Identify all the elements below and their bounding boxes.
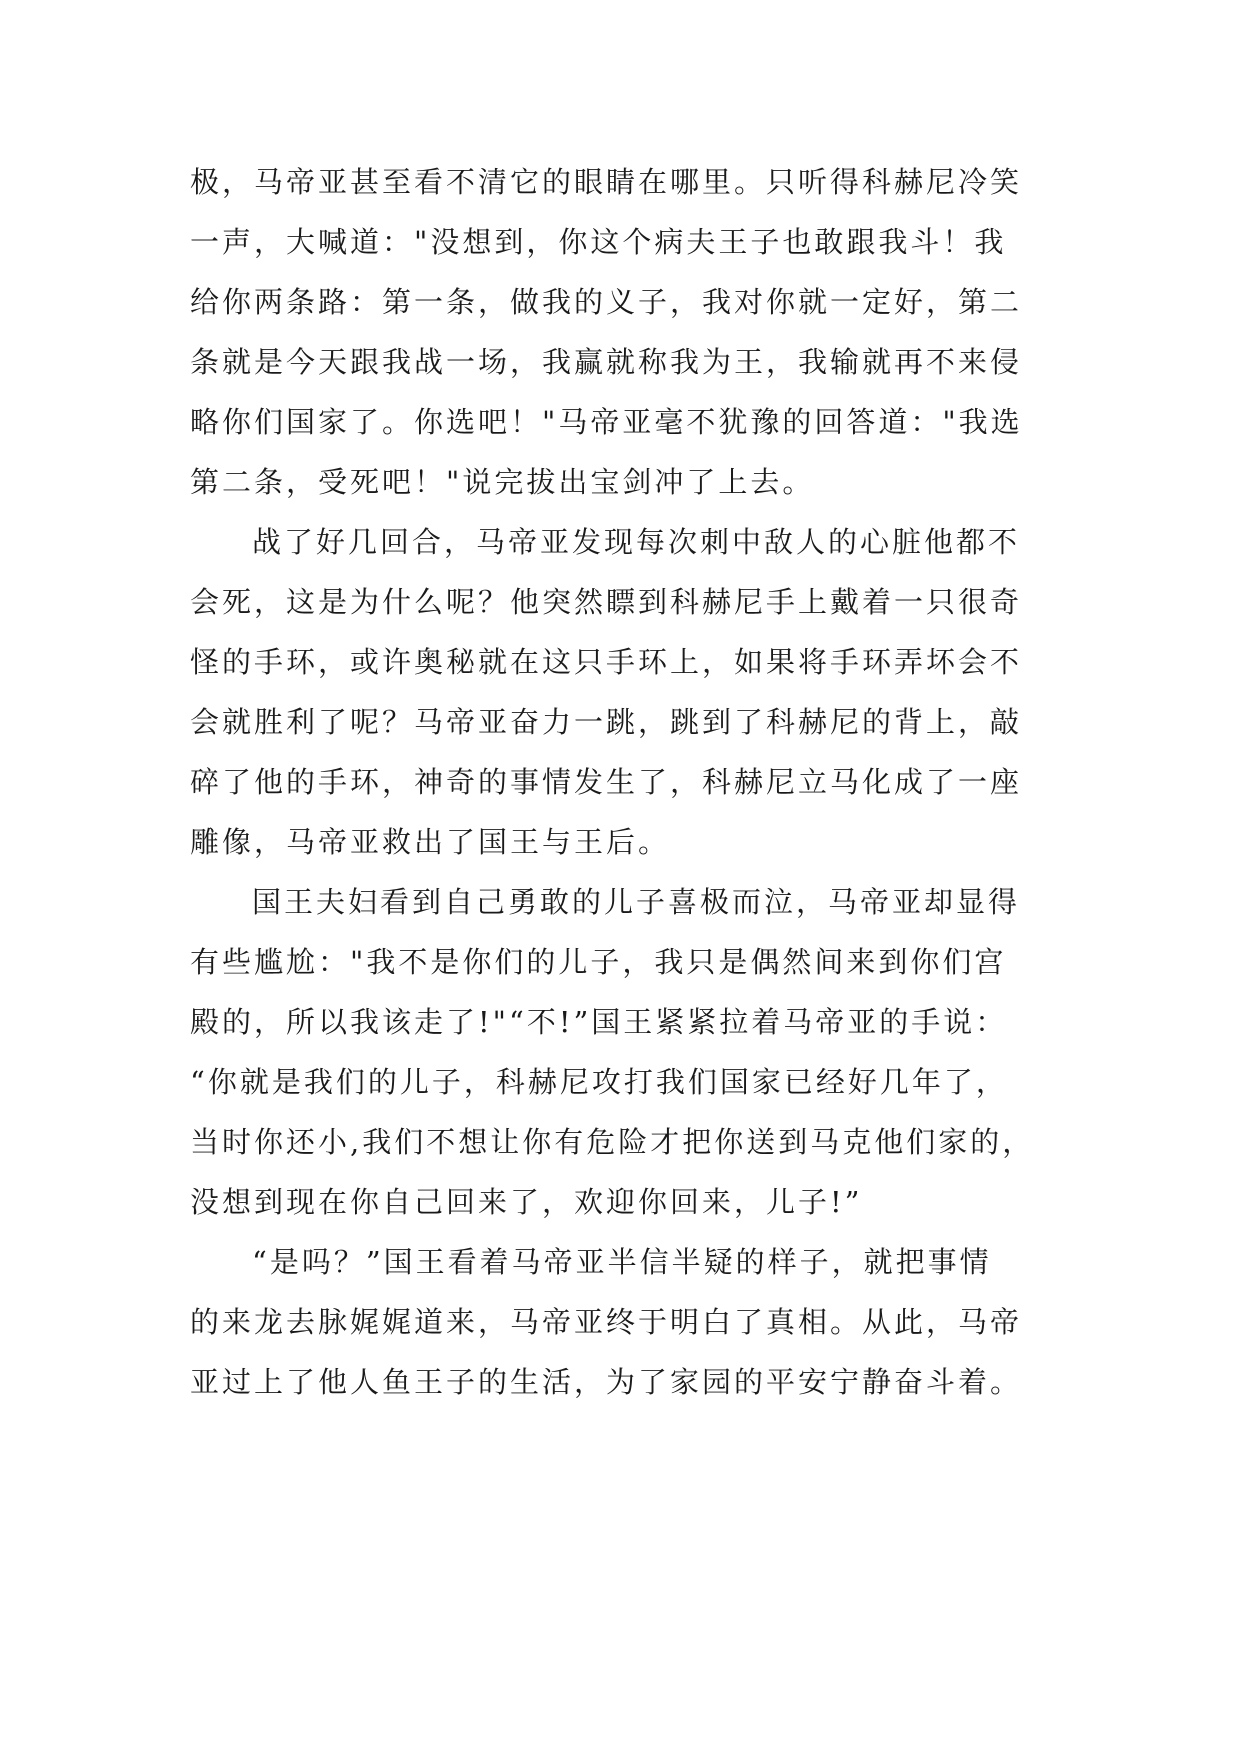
text-line-indented: 战了好几回合，马帝亚发现每次刺中敌人的心脏他都不 <box>252 525 1021 559</box>
text-line: 给你两条路：第一条，做我的义子，我对你就一定好，第二 <box>190 285 1023 319</box>
text-line: 极，马帝亚甚至看不清它的眼睛在哪里。只听得科赫尼冷笑 <box>190 165 1023 199</box>
paragraph-2 <box>190 512 1050 872</box>
text-line: 会就胜利了呢？马帝亚奋力一跳，跳到了科赫尼的背上，敲 <box>190 705 1023 739</box>
text-line: 当时你还小,我们不想让你有危险才把你送到马克他们家的， <box>190 1125 1035 1159</box>
text-line: 会死，这是为什么呢？他突然瞟到科赫尼手上戴着一只很奇 <box>190 585 1023 619</box>
text-line: 一声，大喊道："没想到，你这个病夫王子也敢跟我斗！我 <box>190 225 1007 259</box>
paragraph-1 <box>190 152 1050 512</box>
text-line: “你就是我们的儿子，科赫尼攻打我们国家已经好几年了， <box>190 1065 1008 1099</box>
text-line-indented: “是吗？”国王看着马帝亚半信半疑的样子，就把事情 <box>252 1245 992 1279</box>
text-line-indented: 国王夫妇看到自己勇敢的儿子喜极而泣，马帝亚却显得 <box>252 885 1021 919</box>
text-line: 没想到现在你自己回来了，欢迎你回来，儿子!” <box>190 1185 863 1219</box>
text-line: 有些尴尬："我不是你们的儿子，我只是偶然间来到你们宫 <box>190 945 1007 979</box>
document-body <box>190 152 1050 1412</box>
text-line: 怪的手环，或许奥秘就在这只手环上，如果将手环弄坏会不 <box>190 645 1023 679</box>
text-line: 殿的，所以我该走了!"“不!”国王紧紧拉着马帝亚的手说： <box>190 1005 1008 1039</box>
text-line: 亚过上了他人鱼王子的生活，为了家园的平安宁静奋斗着。 <box>190 1365 1023 1399</box>
text-line: 碎了他的手环，神奇的事情发生了，科赫尼立马化成了一座 <box>190 765 1023 799</box>
text-line: 的来龙去脉娓娓道来，马帝亚终于明白了真相。从此，马帝 <box>190 1305 1023 1339</box>
text-line: 第二条，受死吧！"说完拔出宝剑冲了上去。 <box>190 465 815 499</box>
paragraph-3 <box>190 872 1050 1232</box>
paragraph-4 <box>190 1232 1050 1412</box>
text-line: 条就是今天跟我战一场，我赢就称我为王，我输就再不来侵 <box>190 345 1023 379</box>
text-line: 略你们国家了。你选吧！"马帝亚毫不犹豫的回答道："我选 <box>190 405 1023 439</box>
text-line: 雕像，马帝亚救出了国王与王后。 <box>190 825 671 859</box>
